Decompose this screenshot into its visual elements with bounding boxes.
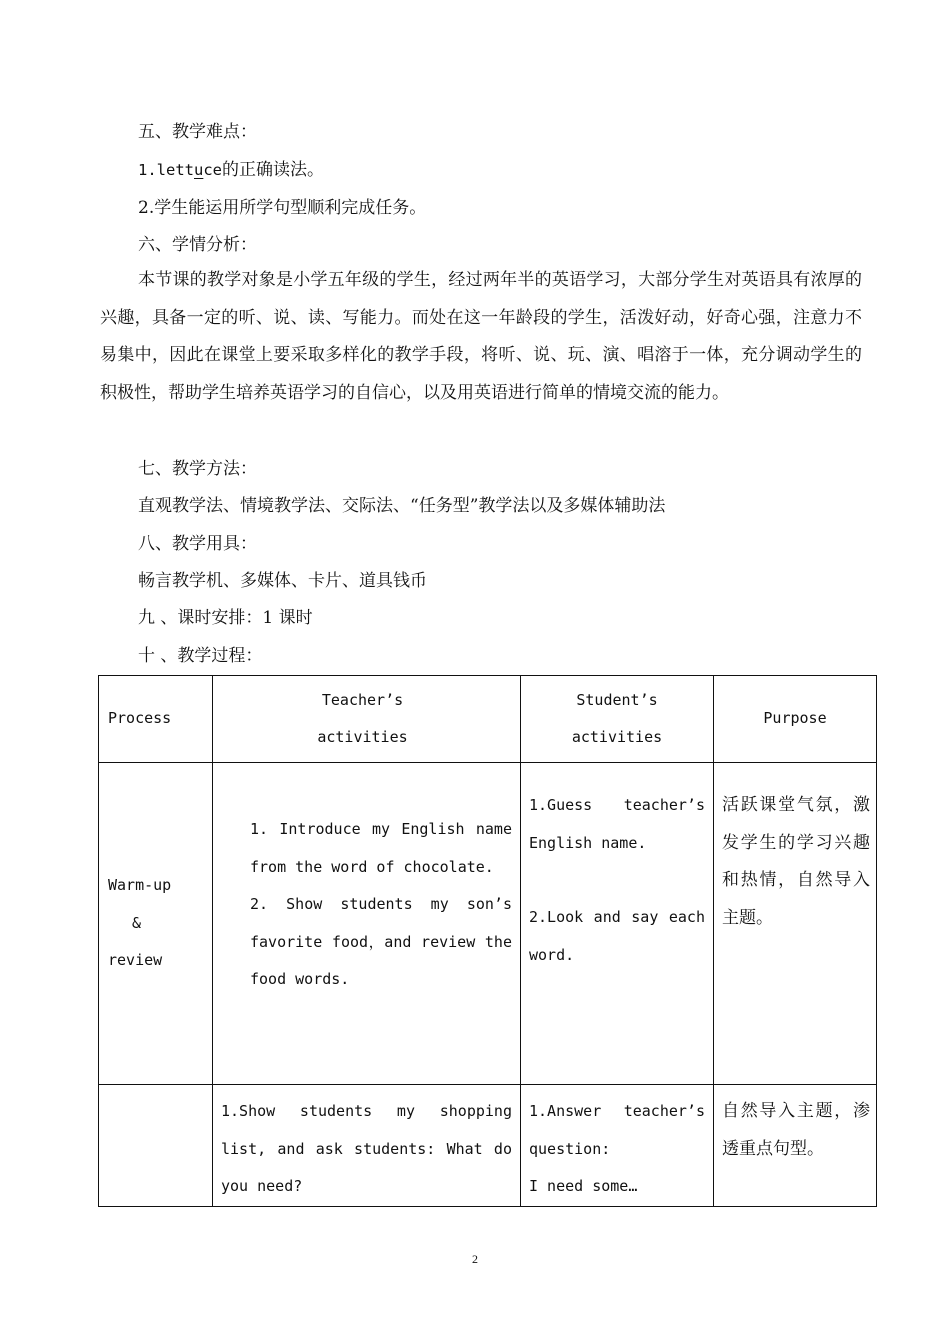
item1-cn: 的正确读法。 (222, 160, 325, 180)
row1-purpose-cell (714, 763, 877, 1085)
header-process: Process (108, 709, 172, 728)
header-student-cell (521, 676, 714, 763)
section6-paragraph: 本节课的教学对象是小学五年级的学生，经过两年半的英语学习，大部分学生对英语具有浓厚的兴趣，具备一定的听、说、读、写能力。而处在这一年龄段的学生，活泼好动，好奇心强，注意力不易集中，因此在课堂上要采取多样化的教学手段，将听、说、玩、演、唱溶于一体，充分调动学生的积极性，帮助学生培养英语学习的自信心，以及用英语进行简单的情境交流的能力。 (100, 270, 862, 403)
row1-student-item2: 2.Look and say each word. (529, 908, 705, 964)
item1-prefix: 1.lett (138, 161, 194, 179)
section8-content: 畅言教学机、多媒体、卡片、道具钱币 (138, 571, 427, 591)
row2-student-item2: I need some… (529, 1177, 638, 1195)
row1-purpose: 活跃课堂气氛，激发学生的学习兴趣和热情，自然导入主题。 (722, 795, 870, 928)
section6-heading: 六、学情分析： (138, 235, 257, 255)
row1-process-line3: review (108, 951, 163, 969)
row2-teacher-cell (213, 1085, 521, 1207)
row1-teacher-cell (213, 763, 521, 1085)
table-row (99, 1085, 877, 1207)
row2-student-cell (521, 1085, 714, 1207)
row1-student-item1: 1.Guess teacher’s English name. (529, 796, 705, 852)
section7-content: 直观教学法、情境教学法、交际法、“任务型”教学法以及多媒体辅助法 (138, 496, 666, 516)
section5-heading: 五、教学难点： (138, 122, 257, 142)
row2-purpose-cell (714, 1085, 877, 1207)
row2-student-item1: 1.Answer teacher’s question: (529, 1102, 705, 1158)
row1-process-cell (99, 763, 213, 1085)
header-process-cell (99, 676, 213, 763)
table-header-row (99, 676, 877, 763)
row1-teacher-item2: 2. Show students my son’s favorite food，and review the food words. (250, 895, 512, 988)
header-student-line2: activities (571, 728, 663, 746)
header-student-line1: Student’s (576, 690, 658, 709)
header-teacher-cell (213, 676, 521, 763)
row2-purpose: 自然导入主题，渗透重点句型。 (722, 1101, 870, 1159)
row1-teacher-item1: 1. Introduce my English name from the word of chocolate. (250, 820, 512, 876)
header-teacher-line2: activities (317, 728, 408, 746)
row2-teacher: 1.Show students my shopping list, and ask students: What do you need? (221, 1102, 512, 1195)
header-teacher-line1: Teacher’s (321, 690, 404, 709)
section10-heading: 十 、教学过程： (138, 646, 263, 666)
header-purpose-cell (714, 676, 877, 763)
section9-value: 1 课时 (262, 608, 313, 628)
section7-heading: 七、教学方法： (138, 459, 257, 479)
header-purpose: Purpose (763, 709, 827, 728)
section5-item2: 2.学生能运用所学句型顺利完成任务。 (138, 198, 427, 218)
section5-item1 (138, 160, 324, 180)
table-row (99, 763, 877, 1085)
row1-process-line1: Warm-up (108, 876, 172, 894)
section9-line (138, 608, 313, 628)
item1-underlined-letter: u (194, 161, 204, 179)
row1-student-cell (521, 763, 714, 1085)
row1-process-line2: & (132, 913, 142, 932)
item1-rest: ce (203, 161, 223, 179)
process-table (98, 675, 877, 1207)
row2-process-cell (99, 1085, 213, 1207)
page-number: 2 (472, 1252, 478, 1266)
section9-label: 九 、课时安排： (138, 608, 263, 628)
section8-heading: 八、教学用具： (138, 534, 257, 554)
